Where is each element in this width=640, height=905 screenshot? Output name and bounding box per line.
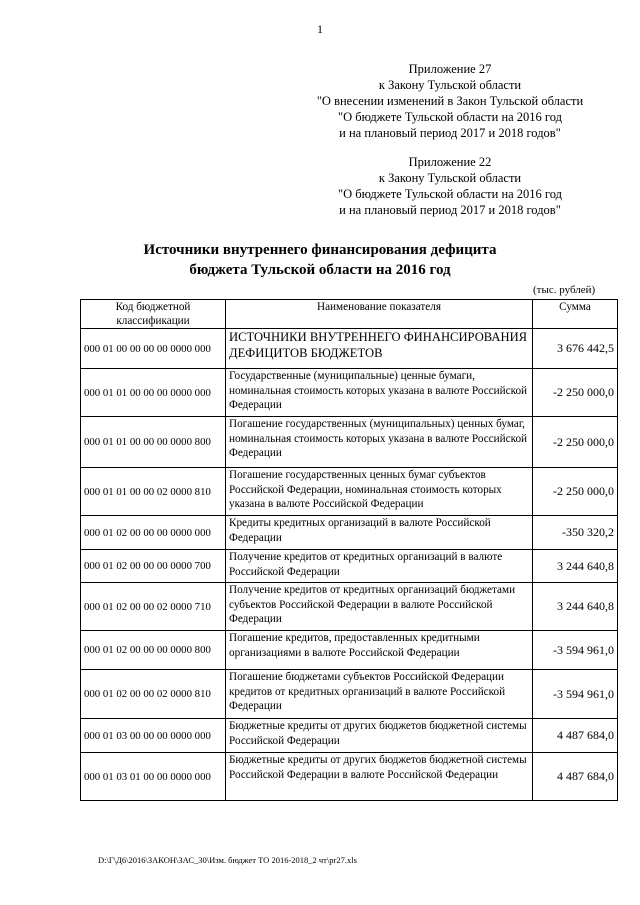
table-row	[81, 550, 618, 583]
row-code: 000 01 01 00 00 00 0000 000	[81, 369, 226, 417]
appendix-27-block	[300, 61, 600, 141]
table-row	[81, 516, 618, 550]
row-sum: 3 676 442,5	[533, 329, 618, 369]
table-row	[81, 369, 618, 417]
row-sum: 4 487 684,0	[533, 719, 618, 753]
units-label: (тыс. рублей)	[533, 284, 596, 296]
header-code: Код бюджетной классификации	[81, 300, 226, 329]
appendix-22-line: Приложение 22	[408, 155, 492, 169]
row-code: 000 01 00 00 00 00 0000 000	[81, 329, 226, 369]
row-name: Получение кредитов от кредитных организаций бюджетами субъектов Российской Федерации в валюте Российской Федерации	[226, 583, 533, 631]
table-row	[81, 329, 618, 369]
title-line: Источники внутреннего финансирования дефицита	[143, 242, 497, 258]
row-code: 000 01 02 00 00 00 0000 700	[81, 550, 226, 583]
appendix-22-line: и на плановый период 2017 и 2018 годов"	[339, 203, 561, 217]
row-code: 000 01 02 00 00 02 0000 710	[81, 583, 226, 631]
row-sum: -3 594 961,0	[533, 631, 618, 670]
table-row	[81, 583, 618, 631]
row-sum: -2 250 000,0	[533, 468, 618, 516]
appendix-27-line: "О бюджете Тульской области на 2016 год	[338, 110, 562, 124]
row-code: 000 01 02 00 00 00 0000 000	[81, 516, 226, 550]
appendix-22-line: "О бюджете Тульской области на 2016 год	[338, 187, 562, 201]
row-code: 000 01 02 00 00 02 0000 810	[81, 670, 226, 719]
row-sum: -2 250 000,0	[533, 417, 618, 468]
table-row	[81, 417, 618, 468]
table-row	[81, 719, 618, 753]
file-path-footer: D:\Г\Д6\2016\ЗАКОН\ЗАС_30\Изм. бюджет ТО 2016-2018_2 чт\pr27.xls	[98, 855, 357, 865]
row-code: 000 01 03 01 00 00 0000 000	[81, 753, 226, 801]
document-title	[0, 240, 640, 280]
appendix-27-line: и на плановый период 2017 и 2018 годов"	[339, 126, 561, 140]
row-sum: -2 250 000,0	[533, 369, 618, 417]
row-name: Погашение государственных (муниципальных) ценных бумаг, номинальная стоимость которых указана в валюте Российской Федерации	[226, 417, 533, 468]
row-code: 000 01 01 00 00 02 0000 810	[81, 468, 226, 516]
row-name: Бюджетные кредиты от других бюджетов бюджетной системы Российской Федерации	[226, 719, 533, 753]
table-row	[81, 753, 618, 801]
row-name: ИСТОЧНИКИ ВНУТРЕННЕГО ФИНАНСИРОВАНИЯ ДЕФИЦИТОВ БЮДЖЕТОВ	[226, 329, 533, 369]
table-header-row	[81, 300, 618, 329]
row-sum: 3 244 640,8	[533, 550, 618, 583]
row-code: 000 01 01 00 00 00 0000 800	[81, 417, 226, 468]
row-sum: 4 487 684,0	[533, 753, 618, 801]
appendix-22-line: к Закону Тульской области	[378, 171, 522, 185]
header-name: Наименование показателя	[226, 300, 533, 329]
table-row	[81, 468, 618, 516]
page-number: 1	[317, 22, 323, 36]
title-line: бюджета Тульской области на 2016 год	[189, 262, 451, 278]
appendix-27-line: "О внесении изменений в Закон Тульской области	[316, 94, 584, 108]
row-name: Погашение государственных ценных бумаг субъектов Российской Федерации, номинальная стоимость которых указана в валюте Российской Федерации	[226, 468, 533, 516]
row-sum: -350 320,2	[533, 516, 618, 550]
row-sum: -3 594 961,0	[533, 670, 618, 719]
appendix-27-line: Приложение 27	[408, 62, 492, 76]
row-code: 000 01 03 00 00 00 0000 000	[81, 719, 226, 753]
row-name: Бюджетные кредиты от других бюджетов бюджетной системы Российской Федерации в валюте Российской Федерации	[226, 753, 533, 801]
row-name: Получение кредитов от кредитных организаций в валюте Российской Федерации	[226, 550, 533, 583]
row-name: Погашение кредитов, предоставленных кредитными организациями в валюте Российской Федерации	[226, 631, 533, 670]
table-row	[81, 670, 618, 719]
row-sum: 3 244 640,8	[533, 583, 618, 631]
row-name: Кредиты кредитных организаций в валюте Российской Федерации	[226, 516, 533, 550]
row-name: Государственные (муниципальные) ценные бумаги, номинальная стоимость которых указана в валюте Российской Федерации	[226, 369, 533, 417]
budget-sources-table	[80, 299, 618, 801]
table-row	[81, 631, 618, 670]
row-code: 000 01 02 00 00 00 0000 800	[81, 631, 226, 670]
row-name: Погашение бюджетами субъектов Российской Федерации кредитов от кредитных организаций в валюте Российской Федерации	[226, 670, 533, 719]
appendix-27-line: к Закону Тульской области	[378, 78, 522, 92]
header-sum: Сумма	[533, 300, 618, 329]
appendix-22-block	[300, 154, 600, 218]
